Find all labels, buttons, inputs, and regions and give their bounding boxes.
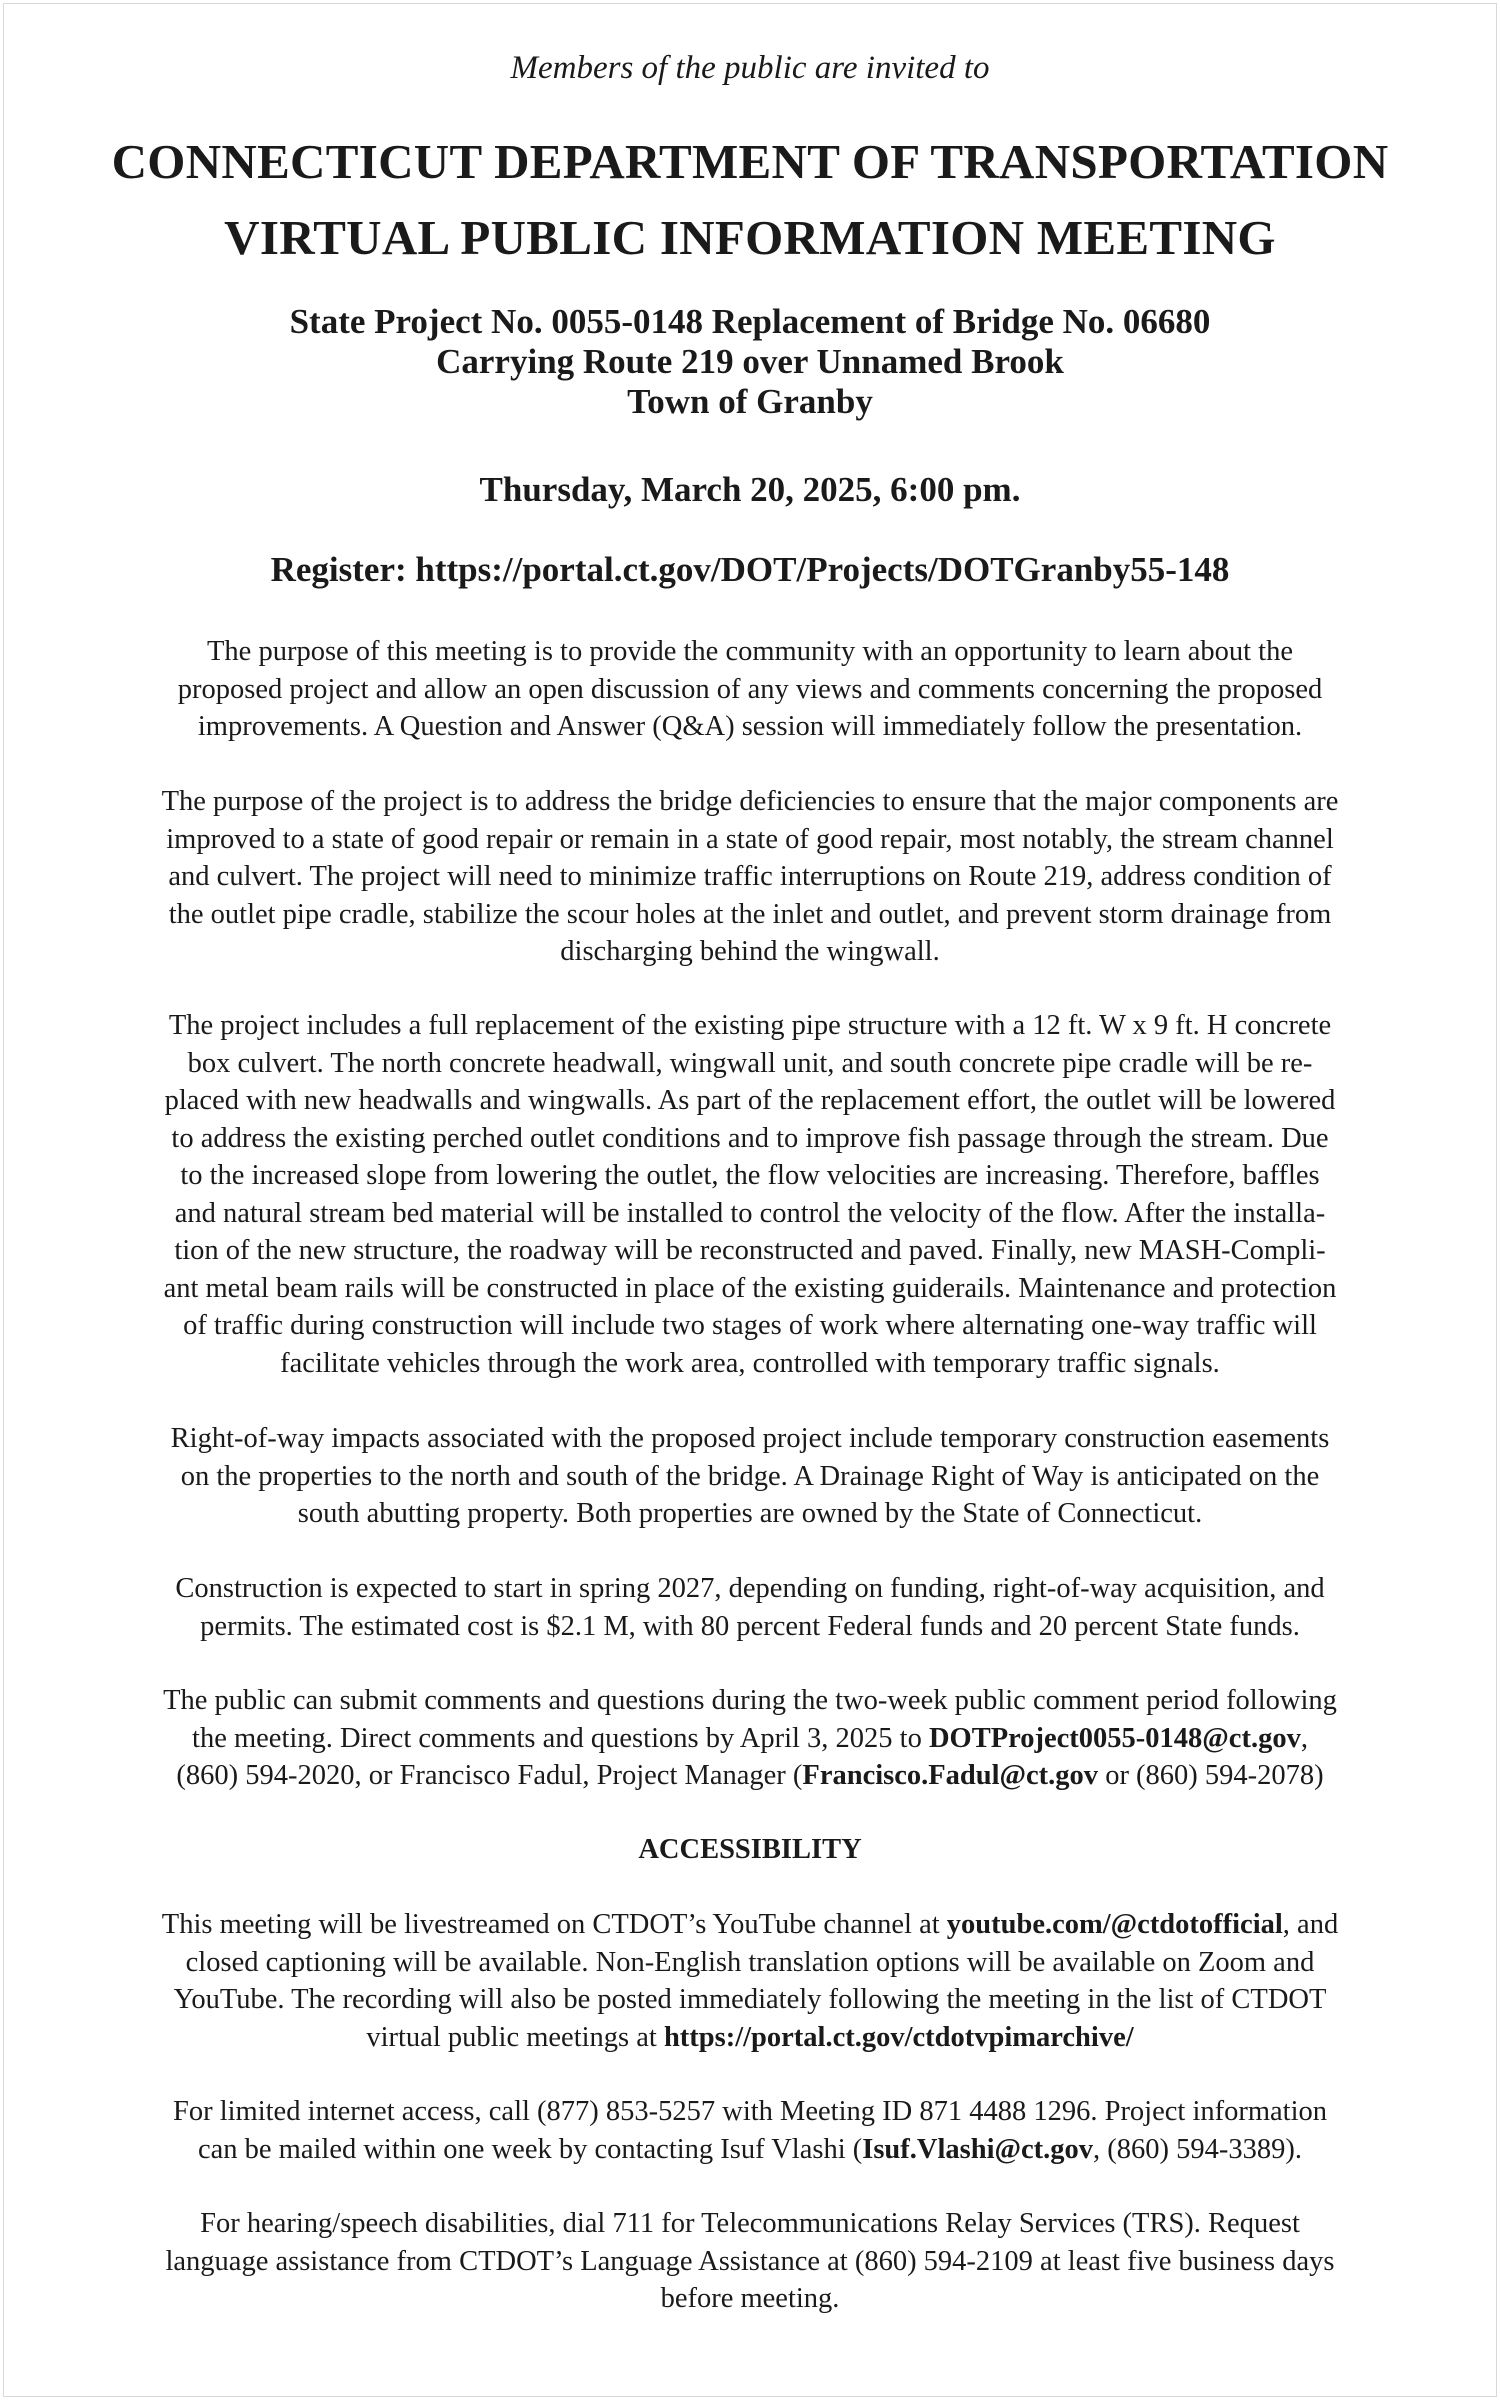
paragraph-line: and culvert. The project will need to minimize traffic interruptions on Route 219, address condition of (168, 861, 1332, 892)
meeting-date: Thursday, March 20, 2025, 6:00 pm. (479, 470, 1021, 509)
paragraph-line: permits. The estimated cost is $2.1 M, with 80 percent Federal funds and 20 percent State funds. (200, 1610, 1300, 1642)
invite-line: Members of the public are invited to (510, 50, 990, 86)
paragraph-line: placed with new headwalls and wingwalls. As part of the replacement effort, the outlet will be lowered (164, 1085, 1336, 1116)
title-line-1: CONNECTICUT DEPARTMENT OF TRANSPORTATION (111, 134, 1389, 189)
project-line-3: Town of Granby (627, 382, 873, 421)
paragraph-line: The public can submit comments and questions during the two-week public comment period following (163, 1685, 1337, 1716)
limited-access-text: can be mailed within one week by contacting Isuf Vlashi ( (197, 2133, 863, 2165)
manager-email-link[interactable]: Francisco.Fadul@ct.gov (802, 1760, 1099, 1791)
livestream-paragraph (62, 1906, 1438, 2056)
limited-access-text: , (860) 594-3389). (1093, 2133, 1303, 2165)
paragraph-line: The project includes a full replacement of the existing pipe structure with a 12 ft. W x 9 ft. H concrete (168, 1010, 1332, 1041)
paragraph-line: closed captioning will be available. Non-English translation options will be available on Zoom and (185, 1946, 1315, 1978)
title-line-2: VIRTUAL PUBLIC INFORMATION MEETING (224, 210, 1276, 265)
paragraph-line: to address the existing perched outlet conditions and to improve fish passage through the stream. Due (171, 1122, 1329, 1154)
paragraph-line: and natural stream bed material will be installed to control the velocity of the flow. After the installa- (174, 1197, 1326, 1229)
paragraph-line: improved to a state of good repair or remain in a state of good repair, most notably, the stream channel (166, 823, 1334, 855)
paragraph-line: YouTube. The recording will also be posted immediately following the meeting in the list of CTDOT (173, 1984, 1327, 2015)
paragraph-line: before meeting. (660, 2283, 840, 2314)
paragraph-line: improvements. A Question and Answer (Q&A) session will immediately follow the presentation. (197, 711, 1303, 742)
project-line-2: Carrying Route 219 over Unnamed Brook (436, 342, 1064, 381)
paragraph-line: language assistance from CTDOT’s Language Assistance at (860) 594-2109 at least five business days (165, 2245, 1335, 2277)
paragraph-line (62, 1757, 1438, 1795)
comments-paragraph (62, 1682, 1438, 1795)
paragraph-line: For limited internet access, call (877) 853-5257 with Meeting ID 871 4488 1296. Project information (172, 2096, 1327, 2127)
paragraph-line (62, 2019, 1438, 2057)
register-link[interactable]: Register: https://portal.ct.gov/DOT/Projects/DOTGranby55-148 (270, 550, 1230, 589)
comments-text: , (1300, 1722, 1308, 1754)
archive-link[interactable]: https://portal.ct.gov/ctdotvpimarchive/ (663, 2021, 1134, 2053)
project-block (0, 302, 1500, 422)
livestream-text: virtual public meetings at (366, 2021, 664, 2053)
paragraph-line: on the properties to the north and south of the bridge. A Drainage Right of Way is anticipated on the (180, 1460, 1320, 1492)
paragraph-line (62, 1720, 1438, 1758)
livestream-text: , and (1282, 1909, 1339, 1940)
paragraph-line: south abutting property. Both properties are owned by the State of Connecticut. (297, 1498, 1203, 1529)
construction-paragraph (62, 1570, 1438, 1645)
right-of-way-paragraph (62, 1420, 1438, 1533)
comments-text: or (860) 594-2078) (1098, 1760, 1324, 1791)
paragraph-line (62, 2131, 1438, 2169)
paragraph-line: of traffic during construction will include two stages of work where alternating one-way traffic will (183, 1310, 1317, 1341)
project-email-link[interactable]: DOTProject0055-0148@ct.gov (928, 1722, 1301, 1754)
project-purpose-paragraph (62, 783, 1438, 971)
paragraph-line: proposed project and allow an open discussion of any views and comments concerning the proposed (177, 673, 1323, 705)
paragraph-line: the outlet pipe cradle, stabilize the scour holes at the inlet and outlet, and prevent storm drainage from (168, 898, 1332, 930)
livestream-text: This meeting will be livestreamed on CTDOT’s YouTube channel at (161, 1909, 947, 1940)
comments-text: the meeting. Direct comments and questions by April 3, 2025 to (192, 1722, 929, 1754)
paragraph-line: Construction is expected to start in spring 2027, depending on funding, right-of-way acquisition, and (175, 1573, 1325, 1604)
paragraph-line: ant metal beam rails will be constructed in place of the existing guiderails. Maintenance and protection (163, 1272, 1337, 1304)
paragraph-line: For hearing/speech disabilities, dial 711 for Telecommunications Relay Services (TRS). Request (200, 2208, 1300, 2239)
paragraph-line: Right-of-way impacts associated with the proposed project include temporary construction easements (170, 1423, 1330, 1454)
youtube-link[interactable]: youtube.com/@ctdotofficial (946, 1909, 1283, 1940)
limited-access-paragraph (62, 2093, 1438, 2168)
paragraph-line: box culvert. The north concrete headwall, wingwall unit, and south concrete pipe cradle will be re- (187, 1047, 1313, 1079)
paragraph-line: The purpose of this meeting is to provide the community with an opportunity to learn about the (207, 636, 1293, 667)
paragraph-line: discharging behind the wingwall. (560, 936, 940, 967)
project-scope-paragraph (62, 1007, 1438, 1382)
hearing-paragraph (62, 2205, 1438, 2318)
paragraph-line: The purpose of the project is to address the bridge deficiencies to ensure that the major components are (161, 786, 1339, 817)
paragraph-line (62, 1906, 1438, 1944)
paragraph-line: facilitate vehicles through the work area, controlled with temporary traffic signals. (280, 1347, 1220, 1379)
project-line-1: State Project No. 0055-0148 Replacement of Bridge No. 06680 (289, 302, 1211, 341)
comments-text: (860) 594-2020, or Francisco Fadul, Project Manager ( (176, 1760, 803, 1791)
paragraph-line: to the increased slope from lowering the outlet, the flow velocities are increasing. Therefore, baffles (180, 1160, 1320, 1191)
meeting-purpose-paragraph (62, 633, 1438, 746)
paragraph-line: tion of the new structure, the roadway will be reconstructed and paved. Finally, new MASH-Compli- (174, 1235, 1326, 1266)
contact-email-link[interactable]: Isuf.Vlashi@ct.gov (862, 2133, 1094, 2165)
accessibility-heading: ACCESSIBILITY (638, 1834, 862, 1865)
